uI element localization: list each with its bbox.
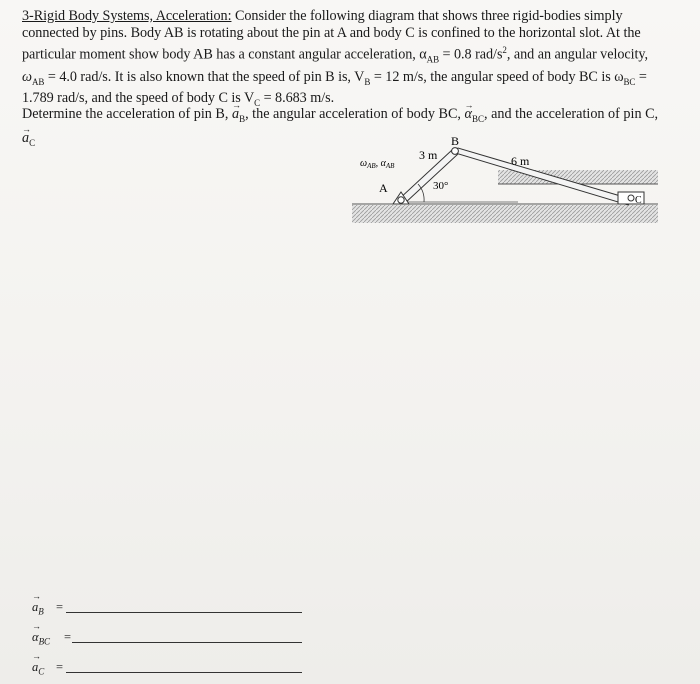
answer-row-alpha-bc <box>32 630 282 650</box>
task-text-1c: , and the acceleration of pin C, <box>483 106 659 122</box>
pin-c <box>628 195 634 201</box>
alpha-ab-sub: AB <box>426 54 440 65</box>
problem-heading: 3-Rigid Body Systems, Acceleration: <box>22 8 232 24</box>
problem-text-4b: = 4.0 rad/s. It is also known that the speed of pin B is, V <box>44 68 365 85</box>
vector-a-c-sub: C <box>29 137 36 148</box>
label-c: C <box>635 195 642 206</box>
vector-alpha-bc-sub: BC <box>471 113 484 124</box>
problem-text-5b: = 8.683 m/s. <box>260 90 335 107</box>
answer-label-alpha-bc: → $\alpha_{BC}$ <box>32 630 50 647</box>
answer-label-a-c: → $a_C$ <box>32 660 44 677</box>
squared-sup: 2 <box>502 45 507 55</box>
answer-row-a-c <box>32 660 282 680</box>
problem-line-1 <box>22 8 662 25</box>
pin-a <box>398 197 404 203</box>
answer-label-a-b: → $a_B$ <box>32 600 44 617</box>
task-text-1a: Determine the acceleration of pin B, <box>22 106 232 122</box>
vc-sub: C <box>254 98 261 109</box>
answer-blank-a-c[interactable] <box>66 672 302 673</box>
problem-text-4d: = <box>635 68 647 85</box>
vector-a-c: → a <box>22 130 29 146</box>
problem-text-5a: 1.789 rad/s, and the speed of body C is V <box>22 90 255 107</box>
answer-eq-alpha-bc: = <box>64 630 72 644</box>
label-b: B <box>451 134 460 148</box>
problem-text-2: connected by pins. Body AB is rotating about the pin at A and body C is confined to the horizontal slot. At the <box>22 25 641 41</box>
task-text-1b: , the angular acceleration of body BC, <box>245 106 465 122</box>
problem-text-1: Consider the following diagram that shows three rigid-bodies simply <box>231 8 623 24</box>
problem-text-3c: , and an angular velocity, <box>506 46 649 63</box>
omega-symbol: ω <box>22 68 32 85</box>
omega-ab-sub: AB <box>31 76 45 87</box>
answer-eq-a-c: = <box>56 660 64 674</box>
label-a: A <box>379 181 388 195</box>
problem-text-4c: = 12 m/s, the angular speed of body BC is ω <box>370 68 624 85</box>
vector-a-b-sub: B <box>239 113 246 124</box>
label-bc-length: 6 m <box>511 154 530 168</box>
label-omega-alpha: $\omega_{AB}$, $\alpha_{AB}$ <box>360 158 395 170</box>
answer-eq-a-b: = <box>56 600 64 614</box>
label-angle: 30° <box>433 180 449 192</box>
problem-text-3b: = 0.8 rad/s <box>439 46 503 63</box>
ground-hatch <box>352 205 658 223</box>
answer-blank-a-b[interactable] <box>66 612 302 613</box>
pin-b <box>452 148 459 155</box>
problem-line-3 <box>22 42 662 69</box>
task-line-1 <box>22 106 662 128</box>
label-ab-length: 3 m <box>419 148 438 162</box>
vector-alpha-bc: → α <box>465 106 472 122</box>
problem-line-2 <box>22 25 662 42</box>
answer-blank-alpha-bc[interactable] <box>72 642 302 643</box>
problem-line-4 <box>22 69 662 91</box>
omega-bc-sub: BC <box>623 76 636 87</box>
answer-row-a-b <box>32 600 282 620</box>
vector-a-b: → a <box>232 106 239 122</box>
problem-statement <box>22 8 662 112</box>
vb-sub: B <box>364 76 371 87</box>
mechanism-diagram <box>348 134 660 226</box>
problem-text-3: particular moment show body AB has a constant angular acceleration, α <box>22 46 427 63</box>
